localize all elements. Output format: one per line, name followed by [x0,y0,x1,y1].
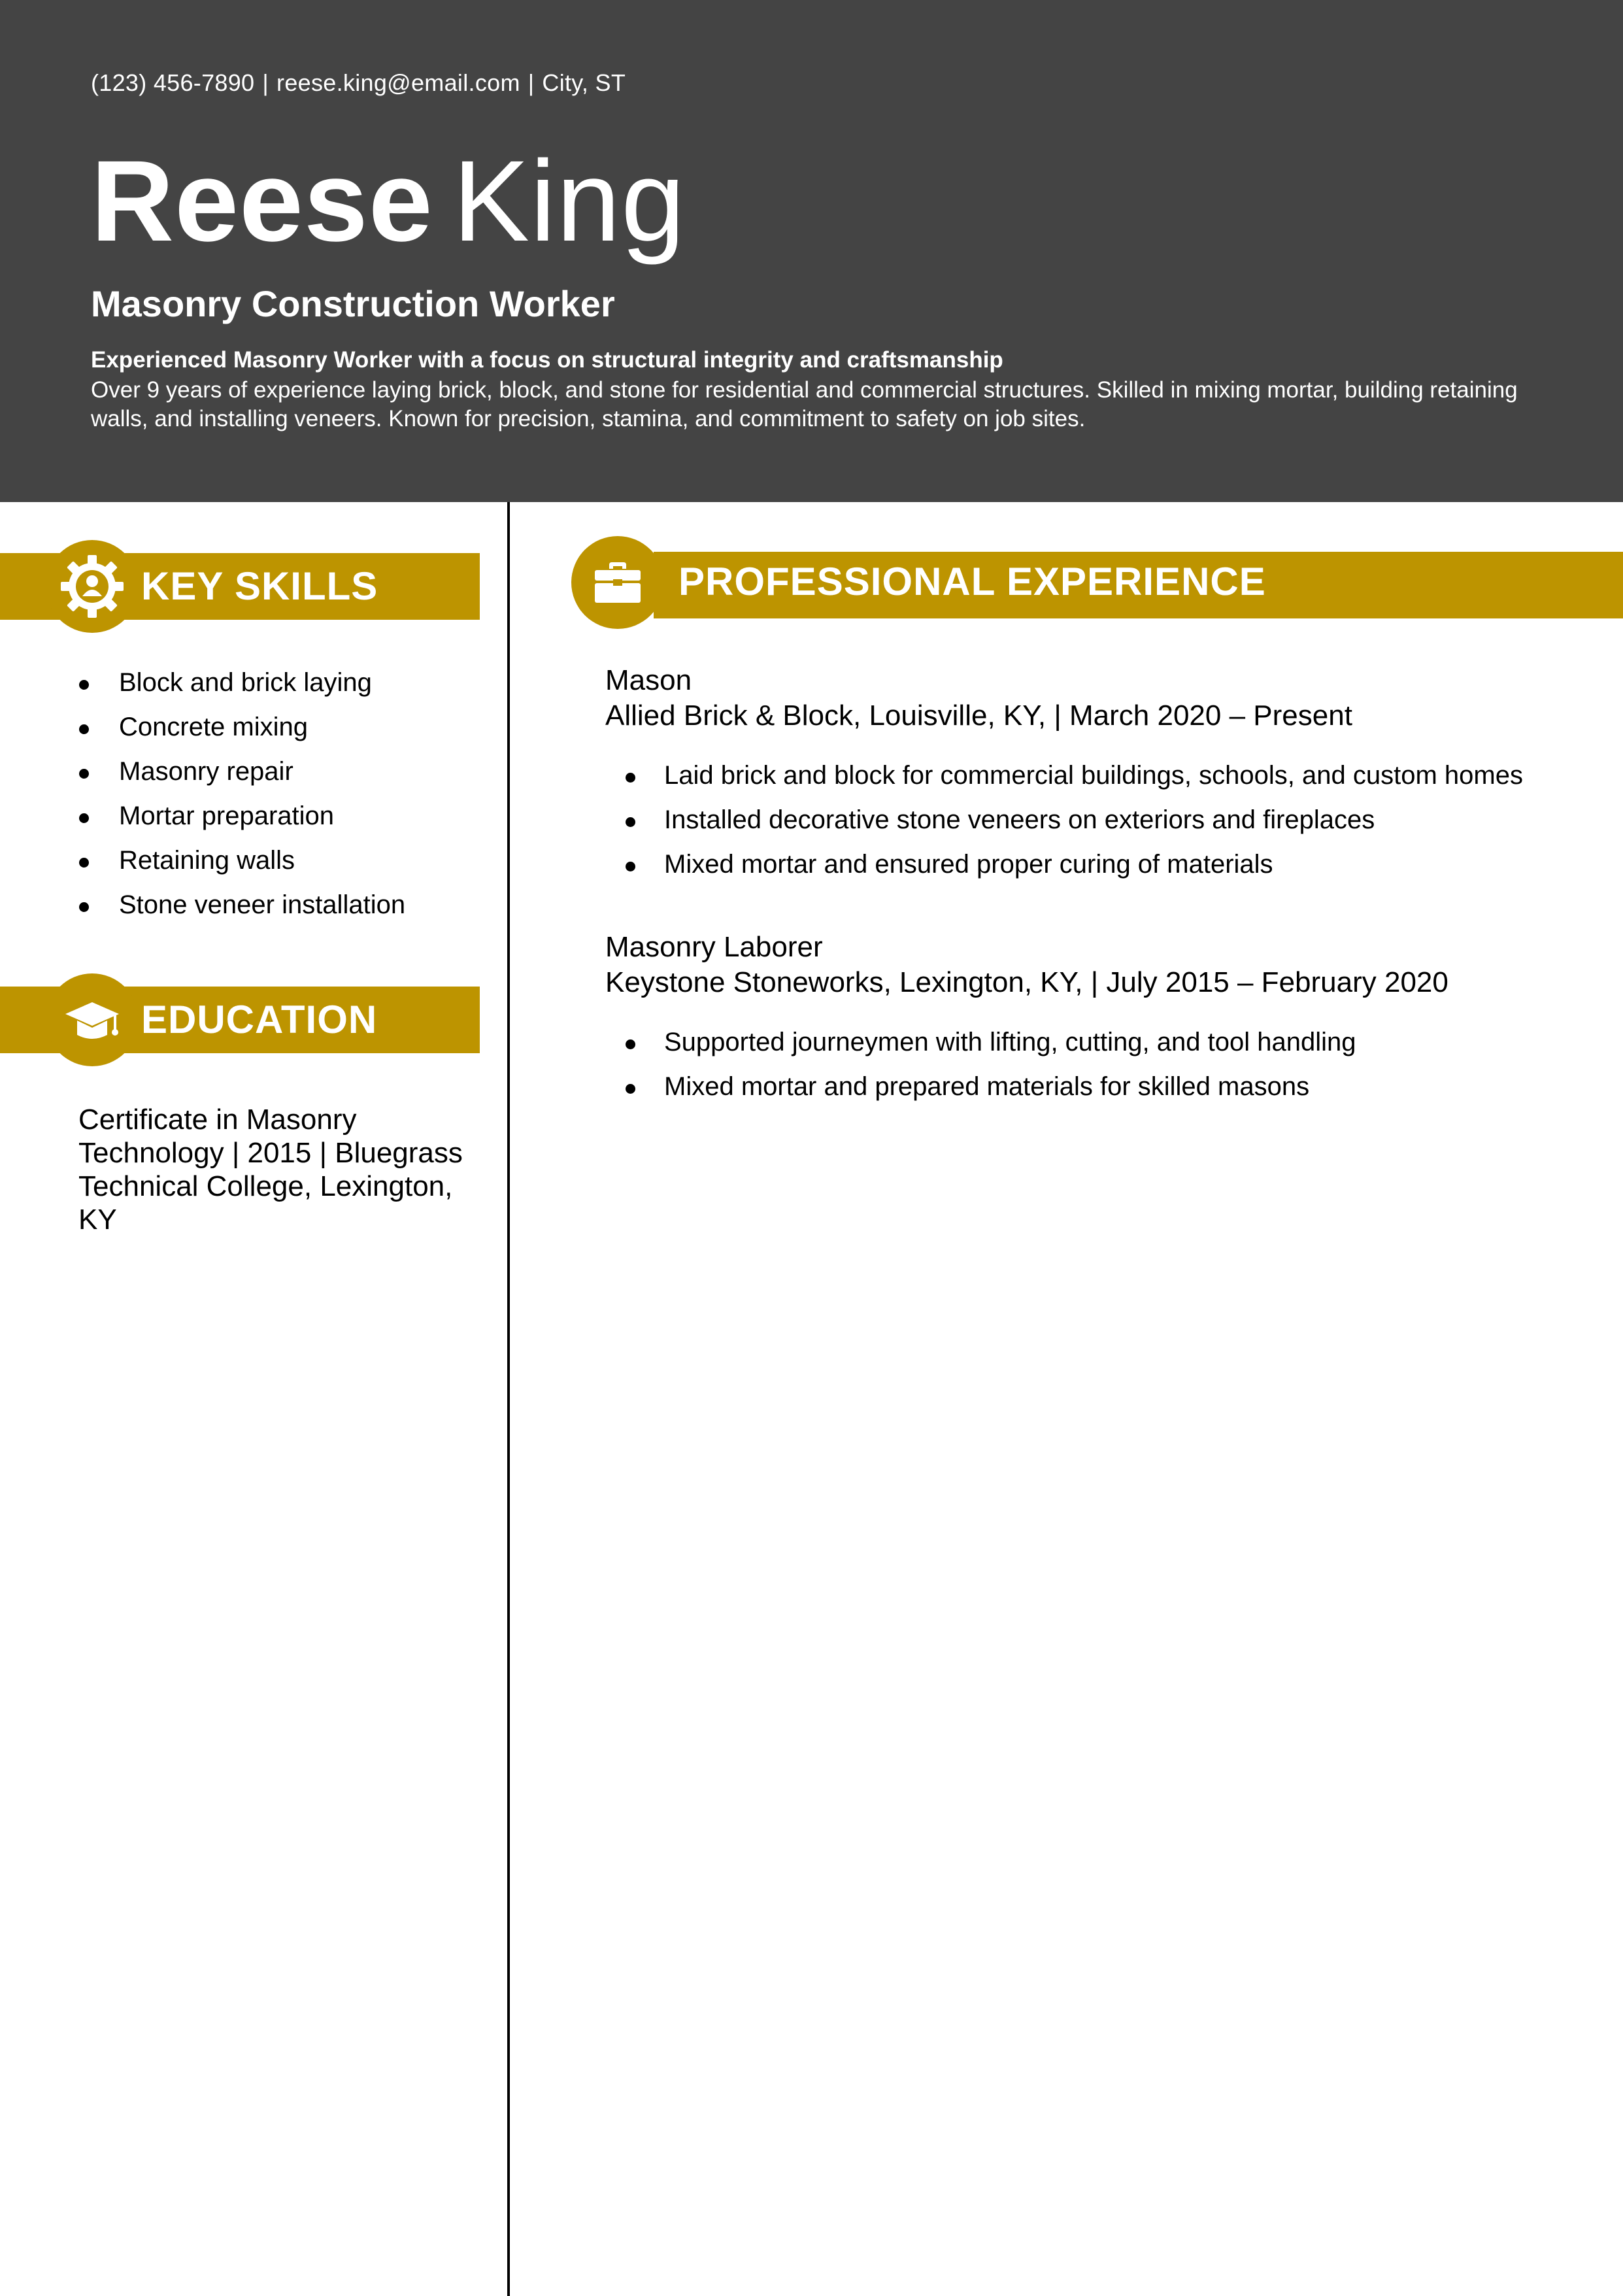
resume-header [0,0,1623,502]
list-item [605,805,1599,850]
bullet-icon [626,1084,635,1094]
bullet-text: Mixed mortar and ensured proper curing of materials [664,850,1273,879]
list-item [605,1072,1599,1117]
last-name: King [452,137,686,265]
skill-label: Mortar preparation [119,802,335,830]
bullet-text: Installed decorative stone veneers on exteriors and fireplaces [664,805,1375,834]
bullet-icon [79,902,89,912]
list-item [605,850,1599,894]
experience-title: PROFESSIONAL EXPERIENCE [678,560,1266,603]
skill-label: Concrete mixing [119,713,309,741]
toolbox-icon [571,536,664,629]
summary-body: Over 9 years of experience laying brick, block, and stone for residential and commercial structures. Skilled in mixing mortar, building retaining walls, and installing veneers. Known for precision, stamina, and commitment to safety on job sites. [91,377,1518,431]
bullet-text: Supported journeymen with lifting, cutting, and tool handling [664,1028,1356,1056]
first-name: Reese [91,137,433,265]
list-item [605,761,1599,805]
bullet-icon [626,862,635,871]
bullet-icon [79,724,89,734]
bullet-text: Laid brick and block for commercial buildings, schools, and custom homes [664,761,1523,790]
skill-label: Block and brick laying [119,668,372,697]
candidate-name [91,136,686,267]
job-bullets [605,1028,1599,1117]
job-bullets [605,761,1599,894]
bullet-icon [626,1039,635,1049]
job-entry [605,930,1599,1117]
job-company-dates: Keystone Stoneworks, Lexington, KY, | July 2015 – February 2020 [605,966,1448,998]
key-skills-title: KEY SKILLS [141,564,378,608]
contact-email: reese.king@email.com [276,69,520,96]
contact-separator: | [262,69,269,96]
list-item [605,1028,1599,1072]
education-title: EDUCATION [141,998,378,1041]
bullet-icon [79,680,89,690]
bullet-text: Mixed mortar and prepared materials for skilled masons [664,1072,1310,1101]
job-role: Masonry Laborer [605,931,823,963]
job-role: Mason [605,664,692,696]
contact-separator: | [527,69,535,96]
contact-location: City, ST [542,69,626,96]
experience-heading-bar [654,552,1623,618]
contact-line [91,69,626,97]
bullet-icon [79,858,89,868]
bullet-icon [626,817,635,827]
column-divider [507,502,510,2296]
job-entry [605,663,1599,894]
contact-phone: (123) 456-7890 [91,69,255,96]
key-skills-heading-bar [0,553,480,620]
gear-person-icon [46,540,139,633]
skill-label: Masonry repair [119,757,293,786]
summary-heading: Experienced Masonry Worker with a focus on structural integrity and craftsmanship [91,347,1003,373]
graduation-cap-icon [46,973,139,1066]
skill-label: Stone veneer installation [119,890,406,919]
education-heading-bar [0,987,480,1053]
skill-label: Retaining walls [119,846,295,875]
education-entry: Certificate in Masonry Technology | 2015 | Bluegrass Technical College, Lexington, KY [78,1104,463,1236]
bullet-icon [79,769,89,779]
job-company-dates: Allied Brick & Block, Louisville, KY, | March 2020 – Present [605,700,1352,732]
job-title: Masonry Construction Worker [91,283,615,324]
bullet-icon [626,773,635,783]
bullet-icon [79,813,89,823]
